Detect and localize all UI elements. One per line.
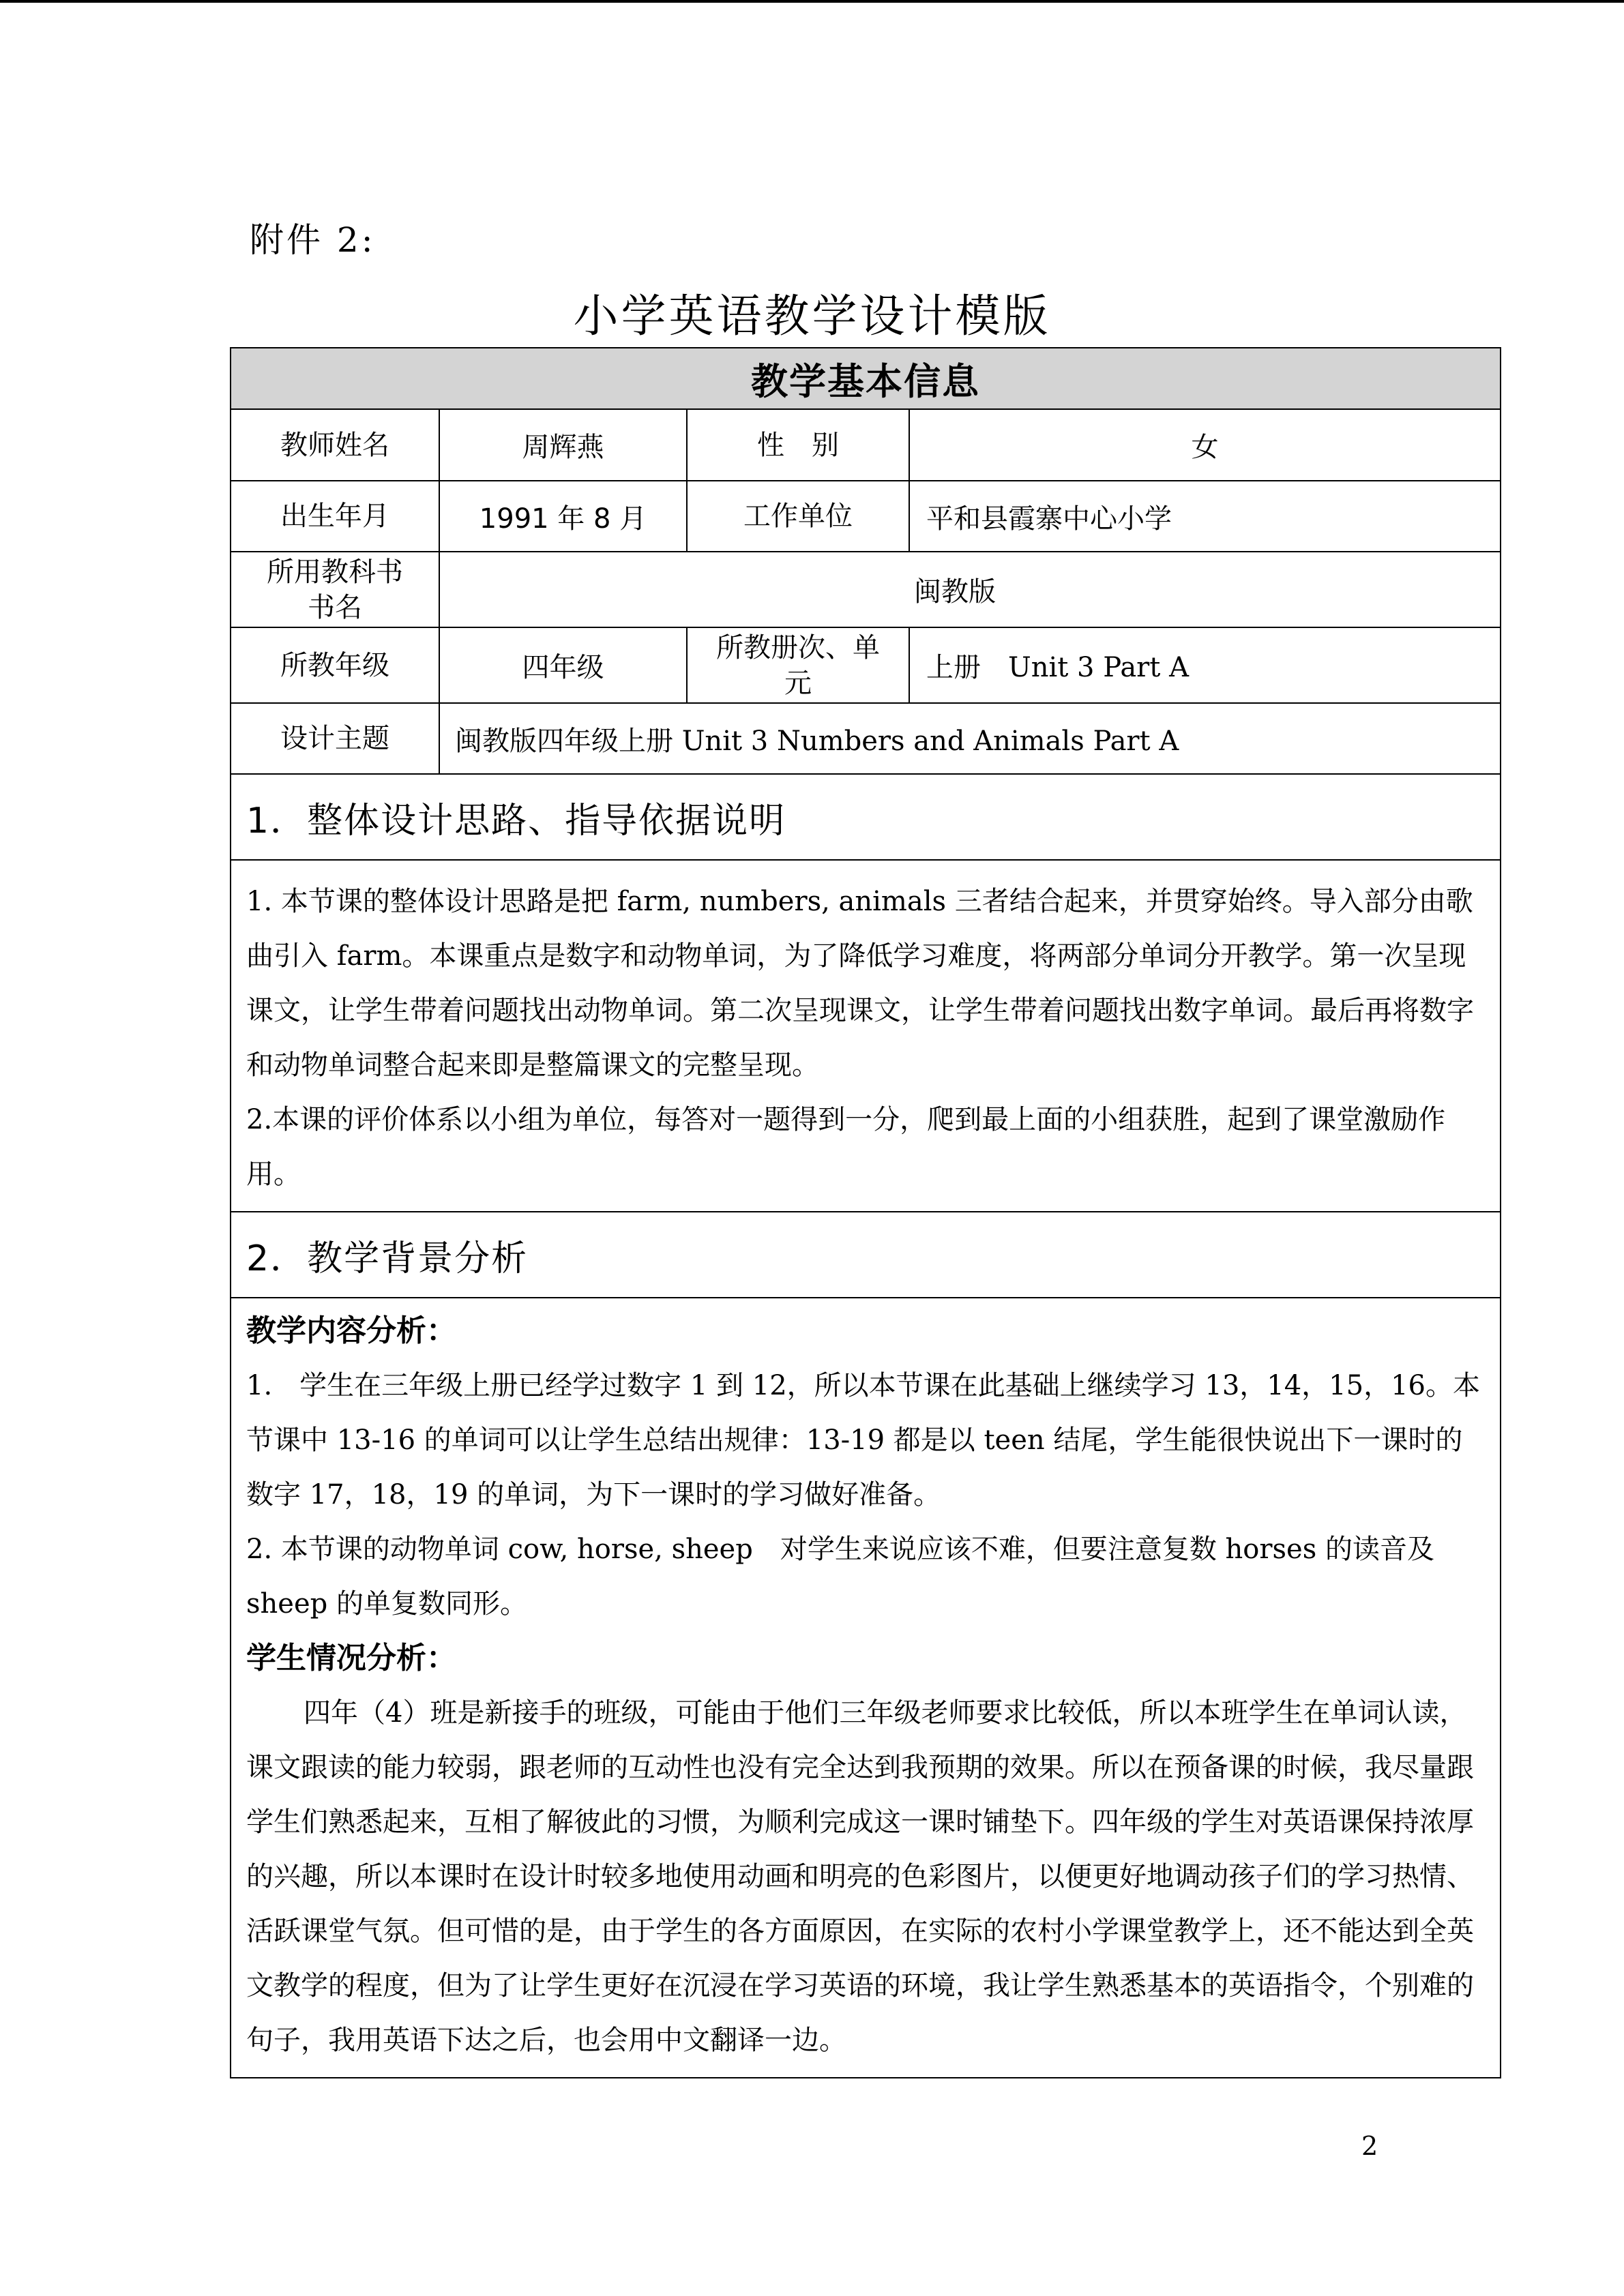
content-analysis-paragraph-2: 2. 本节课的动物单词 cow, horse, sheep 对学生来说应该不难，但要注意复数 horses 的读音及 sheep 的单复数同形。: [246, 1534, 1434, 1620]
grade-row: [231, 627, 1501, 703]
textbook-label: 所用教科书书名: [231, 552, 439, 627]
student-analysis-paragraph: 四年（4）班是新接手的班级，可能由于他们三年级老师要求比较低，所以本班学生在单词认读，课文跟读的能力较弱，跟老师的互动性也没有完全达到我预期的效果。所以在预备课的时候，我尽量跟学生们熟悉起来，互相了解彼此的习惯，为顺利完成这一课时铺垫下。四年级的学生对英语课保持浓厚的兴趣，所以本课时在设计时较多地使用动画和明亮的色彩图片，以便更好地调动孩子们的学习热情、活跃课堂气氛。但可惜的是，由于学生的各方面原因，在实际的农村小学课堂教学上，还不能达到全英文教学的程度，但为了让学生更好在沉浸在学习英语的环境，我让学生熟悉基本的英语指令，个别难的句子，我用英语下达之后，也会用中文翻译一边。: [246, 1697, 1474, 2056]
gender-label: 性 别: [687, 409, 909, 481]
top-border-line: [0, 0, 1624, 3]
basic-info-header: 教学基本信息: [231, 348, 1501, 409]
student-analysis-heading: 学生情况分析：: [246, 1641, 456, 1675]
section1-heading-row: [231, 774, 1501, 860]
gender-value: 女: [909, 409, 1501, 481]
section2-body: [231, 1298, 1501, 2078]
theme-prefix: 闽教版四年级上册: [455, 725, 673, 757]
basic-info-header-row: [231, 348, 1501, 409]
content-analysis-paragraph-1: 1. 学生在三年级上册已经学过数字 1 到 12，所以本节课在此基础上继续学习 13，14，15，16。本节课中 13-16 的单词可以让学生总结出规律：13-19 都是以 teen 结尾，学生能很快说出下一课时的数字 17，18，19 的单词，为下一课时的学习做好准备。: [246, 1370, 1480, 1510]
content-analysis-heading: 教学内容分析：: [246, 1313, 456, 1348]
section1-heading: 1．整体设计思路、指导依据说明: [231, 774, 1501, 860]
birth-row: [231, 481, 1501, 552]
section1-paragraph-1: 1. 本节课的整体设计思路是把 farm, numbers, animals 三者结合起来，并贯穿始终。导入部分由歌曲引入 farm。本课重点是数字和动物单词，为了降低学习难度，将两部分单词分开教学。第一次呈现课文，让学生带着问题找出动物单词。第二次呈现课文，让学生带着问题找出数字单词。最后再将数字和动物单词整合起来即是整篇课文的完整呈现。: [246, 886, 1474, 1081]
document-title: 小学英语教学设计模版: [573, 290, 1051, 342]
theme-rest: Unit 3 Numbers and Animals Part A: [681, 725, 1179, 757]
section2-heading-row: [231, 1212, 1501, 1298]
section2-body-row: [231, 1298, 1501, 2078]
volume-prefix: 上册: [926, 652, 981, 683]
section1-body-row: [231, 860, 1501, 1212]
theme-value: [439, 703, 1501, 774]
birth-label: 出生年月: [231, 481, 439, 552]
page-number: 2: [1361, 2131, 1378, 2161]
volume-unit: Unit 3 Part A: [1008, 652, 1189, 683]
textbook-value: 闽教版: [439, 552, 1501, 627]
teacher-row: [231, 409, 1501, 481]
annex-label: 附件 2:: [250, 220, 376, 260]
teacher-name-value: 周辉燕: [439, 409, 687, 481]
work-unit-value: 平和县霞寨中心小学: [909, 481, 1501, 552]
work-unit-label: 工作单位: [687, 481, 909, 552]
theme-label: 设计主题: [231, 703, 439, 774]
section1-body: [231, 860, 1501, 1212]
grade-value: 四年级: [439, 627, 687, 703]
volume-value: [909, 627, 1501, 703]
teacher-name-label: 教师姓名: [231, 409, 439, 481]
theme-row: [231, 703, 1501, 774]
birth-value: 1991 年 8 月: [439, 481, 687, 552]
section1-paragraph-2: 2.本课的评价体系以小组为单位，每答对一题得到一分，爬到最上面的小组获胜，起到了课堂激励作用。: [246, 1104, 1446, 1190]
volume-label: 所教册次、单元: [687, 627, 909, 703]
lesson-design-table: [230, 347, 1501, 2078]
section2-heading: 2．教学背景分析: [231, 1212, 1501, 1298]
textbook-row: [231, 552, 1501, 627]
grade-label: 所教年级: [231, 627, 439, 703]
